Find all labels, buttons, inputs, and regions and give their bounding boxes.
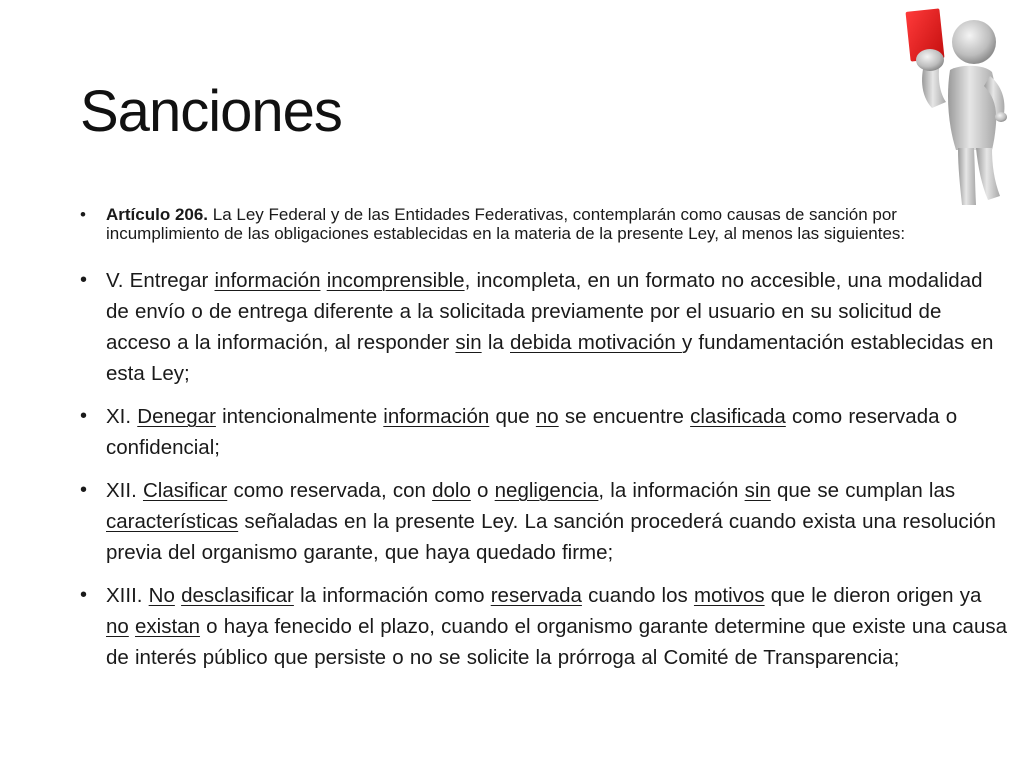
underlined-term: incomprensible: [326, 269, 465, 292]
underlined-term: no: [106, 615, 129, 638]
underlined-term: Clasificar: [142, 479, 228, 502]
slide-body: [80, 205, 1010, 685]
underlined-term: clasificada: [690, 405, 786, 428]
intro-text: La Ley Federal y de las Entidades Federativas, contemplarán como causas de sanción por incumplimiento de las obligaciones establecidas en la materia de la presente Ley, al menos las siguientes:: [106, 205, 906, 243]
underlined-term: existan: [135, 615, 200, 638]
list-item: [80, 580, 1010, 673]
item-text: o: [470, 479, 495, 502]
underlined-term: dolo: [432, 479, 471, 502]
bullet-marker: •: [80, 584, 88, 606]
item-text: como reservada, con: [227, 479, 433, 502]
item-text: se encuentre: [558, 405, 691, 428]
list-item-intro: [80, 205, 1010, 243]
underlined-term: motivos: [693, 584, 765, 607]
item-text: la información como: [293, 584, 491, 607]
underlined-term: no: [535, 405, 559, 428]
bullet-marker: •: [80, 269, 88, 291]
underlined-term: características: [106, 510, 239, 533]
underlined-term: Denegar: [137, 405, 216, 428]
item-text: intencionalmente: [215, 405, 384, 428]
article-label: Artículo 206.: [106, 205, 209, 224]
referee-red-card-icon: [880, 0, 1024, 210]
item-text: la: [481, 331, 510, 354]
underlined-term: información: [214, 269, 321, 292]
item-text: , incompleta, en un formato no accesible, una modalidad de envío o de entrega diferente a la solicitada previamente por el usuario en su solicitud de acceso a la información, al responder: [106, 269, 983, 354]
underlined-term: debida motivación: [510, 331, 682, 354]
item-text: o haya fenecido el plazo, cuando el organismo garante determine que existe una causa de interés público que persiste o no se solicite la prórroga al Comité de Transparencia;: [106, 615, 1008, 669]
item-text: y fundamentación establecidas en esta Ley;: [106, 331, 994, 385]
item-text: como reservada o confidencial;: [106, 405, 958, 459]
item-text: que le dieron origen ya: [764, 584, 982, 607]
item-text: V. Entregar: [106, 269, 215, 292]
slide-title: Sanciones: [80, 79, 342, 144]
underlined-term: desclasificar: [181, 584, 294, 607]
list-item: [80, 475, 1010, 568]
underlined-term: negligencia: [494, 479, 599, 502]
underlined-term: información: [383, 405, 490, 428]
bullet-list: [80, 205, 1010, 673]
bullet-marker: •: [80, 205, 86, 224]
underlined-term: sin: [744, 479, 771, 502]
item-text: , la información: [598, 479, 745, 502]
item-text: que: [489, 405, 536, 428]
underlined-term: No: [148, 584, 175, 607]
bullet-marker: •: [80, 479, 88, 501]
item-text: cuando los: [581, 584, 694, 607]
item-text: que se cumplan las: [770, 479, 956, 502]
item-text: señaladas en la presente Ley. La sanción procederá cuando exista una resolución previa del organismo garante, que haya quedado firme;: [106, 510, 996, 564]
item-text: XII.: [106, 479, 143, 502]
underlined-term: sin: [455, 331, 482, 354]
item-text: XI.: [106, 405, 138, 428]
list-item: [80, 265, 1010, 389]
item-text: XIII.: [106, 584, 149, 607]
bullet-marker: •: [80, 405, 88, 427]
underlined-term: reservada: [490, 584, 582, 607]
list-item: [80, 401, 1010, 463]
